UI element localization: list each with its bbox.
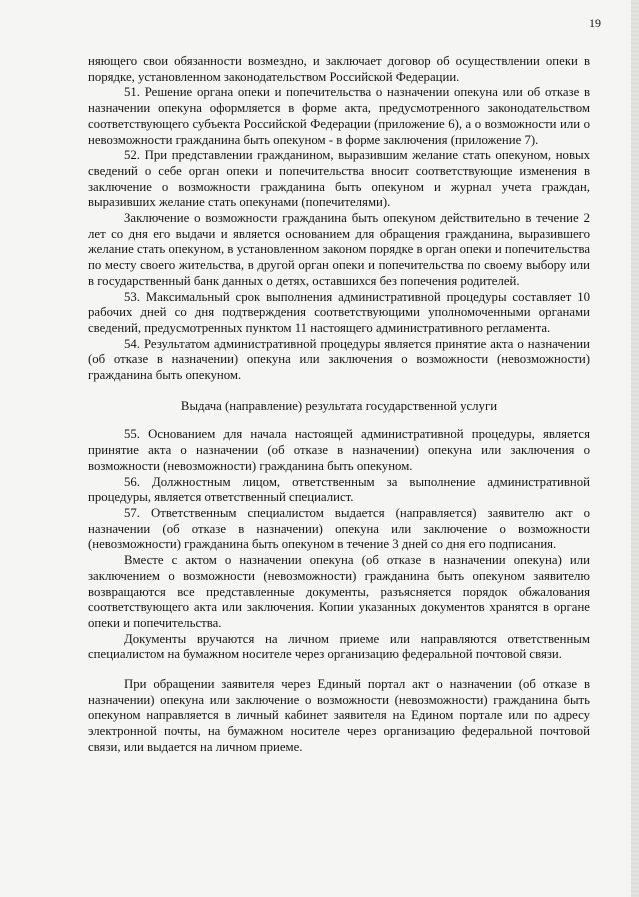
paragraph-51: 51. Решение органа опеки и попечительства о назначении опекуна или об отказе в назначении опекуна оформляется в форме акта, предусмотренного законодательством соответствующего субъекта Российской Федерации (приложение 6), а о возможности или о невозможности гражданина быть опекуном - в форме заключения (приложение 7). <box>88 85 590 147</box>
paragraph-55: 55. Основанием для начала настоящей административной процедуры, является принятие акта о назначении (об отказе в назначении) опекуна или заключения о возможности (невозможности) гражданина быть опекуном. <box>88 427 590 473</box>
paragraph-57-delivery: Документы вручаются на личном приеме или направляются ответственным специалистом на бумажном носителе через организацию федеральной почтовой связи. <box>88 631 590 662</box>
paragraph-continuation: няющего свои обязанности возмездно, и заключает договор об осуществлении опеки в порядке, установленном законодательством Российской Федерации. <box>88 54 590 84</box>
paragraph-52: 52. При представлении гражданином, выразившим желание стать опекуном, новых сведений о себе орган опеки и попечительства вносит соответствующие изменения в заключение о возможности гражданина быть опекуном и журнал учета граждан, выразивших желание стать опекунами (попечителями). <box>88 148 590 210</box>
paragraph-56: 56. Должностным лицом, ответственным за выполнение административной процедуры, является ответственный специалист. <box>88 474 590 505</box>
page-number: 19 <box>589 16 601 30</box>
paragraph-52-conclusion: Заключение о возможности гражданина быть опекуном действительно в течение 2 лет со дня его выдачи и является основанием для обращения гражданина, выразившего желание стать опекуном, в установленном законом порядке в орган опеки и попечительства по месту своего жительства, в другой орган опеки и попечительства по своему выбору или в государственный банк данных о детях, оставшихся без попечения родителей. <box>88 211 590 288</box>
paragraph-57-return-docs: Вместе с актом о назначении опекуна (об отказе в назначении опекуна) или заключением о возможности (невозможности) гражданина быть опекуном заявителю возвращаются все представленные документы, разъясняется порядок обжалования соответствующего акта или заключения. Копии указанных документов хранятся в органе опеки и попечительства. <box>88 553 590 630</box>
paragraph-57-portal: При обращении заявителя через Единый портал акт о назначении (об отказе в назначении) опекуна или заключение о возможности (невозможности) гражданина быть опекуном направляется в личный кабинет заявителя на Едином портале или по адресу электронной почты, на бумажном носителе через организацию федеральной почтовой связи, или выдается на личном приеме. <box>88 677 590 754</box>
paragraph-54: 54. Результатом административной процедуры является принятие акта о назначении (об отказе в назначении) опекуна или заключения о возможности (невозможности) гражданина быть опекуном. <box>88 336 590 383</box>
paragraph-53: 53. Максимальный срок выполнения административной процедуры составляет 10 рабочих дней со дня подтверждения соответствующими уполномоченными органами сведений, предусмотренных пунктом 11 настоящего административного регламента. <box>88 289 590 335</box>
scan-edge <box>631 0 639 897</box>
paragraph-57: 57. Ответственным специалистом выдается (направляется) заявителю акт о назначении (об отказе в назначении) опекуна или заключение о возможности (невозможности) гражданина быть опекуном в течение 3 дней со дня его подписания. <box>88 505 590 552</box>
document-body <box>88 54 590 756</box>
section-heading: Выдача (направление) результата государственной услуги <box>180 398 498 413</box>
